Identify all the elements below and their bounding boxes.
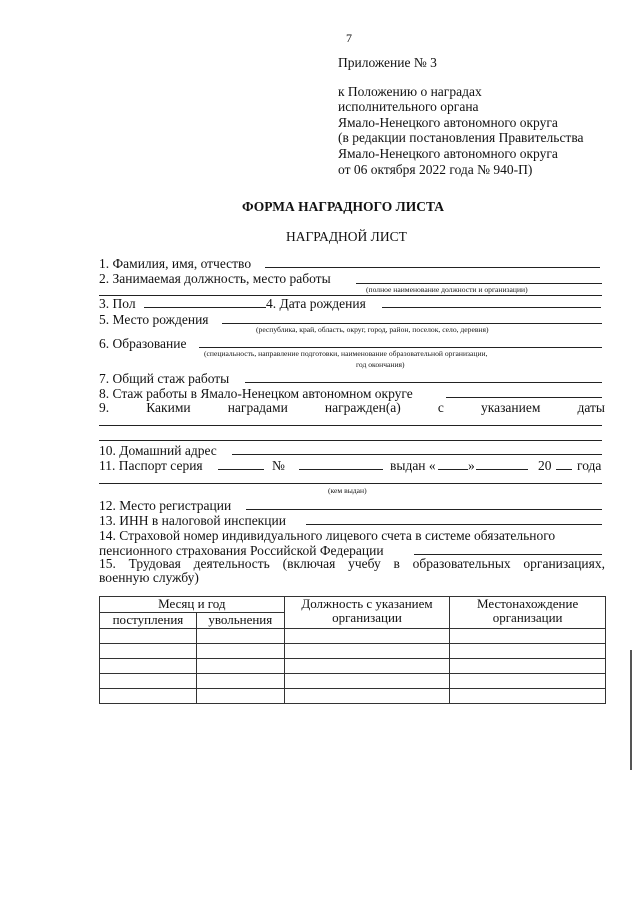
field-label-registration: 12. Место регистрации bbox=[99, 498, 232, 513]
passport-series-input-line[interactable] bbox=[218, 469, 264, 470]
field-label-work-activity-2: военную службу) bbox=[99, 570, 199, 585]
awards-input-line-1[interactable] bbox=[99, 425, 602, 426]
table-cell[interactable] bbox=[284, 659, 450, 674]
passport-issuer-hint: (кем выдан) bbox=[328, 486, 367, 495]
table-cell[interactable] bbox=[450, 674, 606, 689]
header-line: Ямало-Ненецкого автономного округа bbox=[338, 145, 558, 161]
home-address-input-line[interactable] bbox=[232, 454, 602, 455]
location-header bbox=[450, 597, 606, 629]
field-label-awards bbox=[99, 401, 605, 415]
hire-header: поступления bbox=[100, 613, 197, 629]
yanao-experience-input-line[interactable] bbox=[446, 397, 602, 398]
field-label-snils-2: пенсионного страхования Российской Федерации bbox=[99, 543, 384, 558]
total-experience-input-line[interactable] bbox=[245, 382, 602, 383]
passport-issued-label: выдан « bbox=[390, 458, 436, 473]
inn-input-line[interactable] bbox=[306, 524, 602, 525]
table-cell[interactable] bbox=[196, 674, 284, 689]
passport-number-sign: № bbox=[272, 458, 285, 473]
passport-number-input-line[interactable] bbox=[299, 469, 383, 470]
awards-word: указанием bbox=[481, 400, 541, 415]
awards-word: награжден(а) bbox=[324, 400, 401, 415]
position-header bbox=[284, 597, 450, 629]
field-label-yanao-experience: 8. Стаж работы в Ямало-Ненецком автономном округе bbox=[99, 386, 413, 401]
field-label-snils-1: 14. Страховой номер индивидуального лицевого счета в системе обязательного bbox=[99, 528, 556, 543]
scan-edge-mark bbox=[630, 650, 632, 770]
table-cell[interactable] bbox=[100, 659, 197, 674]
header-line: (в редакции постановления Правительства bbox=[338, 130, 584, 146]
table-cell[interactable] bbox=[450, 689, 606, 704]
education-hint-1: (специальность, направление подготовки, наименование образовательной организации, bbox=[204, 349, 488, 358]
field-label-birthplace: 5. Место рождения bbox=[99, 312, 209, 327]
education-input-line[interactable] bbox=[199, 347, 602, 348]
table-cell[interactable] bbox=[100, 689, 197, 704]
awards-word: наградами bbox=[227, 400, 288, 415]
table-cell[interactable] bbox=[196, 629, 284, 644]
table-cell[interactable] bbox=[100, 644, 197, 659]
table-cell[interactable] bbox=[284, 674, 450, 689]
table-cell[interactable] bbox=[196, 689, 284, 704]
header-line: исполнительного органа bbox=[338, 99, 479, 115]
snils-input-line[interactable] bbox=[414, 554, 602, 555]
location-header-line2: организации bbox=[492, 610, 563, 625]
fio-input-line[interactable] bbox=[265, 267, 600, 268]
birthplace-input-line[interactable] bbox=[222, 323, 602, 324]
passport-day-input-line[interactable] bbox=[438, 469, 468, 470]
field-label-birthdate: 4. Дата рождения bbox=[266, 296, 366, 311]
header-line: от 06 октября 2022 года № 940-П) bbox=[338, 161, 533, 177]
passport-year-input-line[interactable] bbox=[556, 469, 572, 470]
form-title: ФОРМА НАГРАДНОГО ЛИСТА bbox=[242, 199, 445, 214]
birthdate-input-line[interactable] bbox=[382, 307, 601, 308]
page-number: 7 bbox=[346, 31, 352, 45]
position-input-line[interactable] bbox=[356, 283, 602, 284]
work-activity-table bbox=[99, 596, 606, 704]
birthplace-hint: (республика, край, область, округ, город, район, поселок, село, деревня) bbox=[256, 325, 489, 334]
position-hint: (полное наименование должности и организации) bbox=[366, 285, 528, 294]
passport-year-word: года bbox=[577, 458, 602, 473]
table-row bbox=[100, 659, 606, 674]
table-cell[interactable] bbox=[100, 674, 197, 689]
registration-input-line[interactable] bbox=[246, 509, 602, 510]
dismissal-header: увольнения bbox=[196, 613, 284, 629]
table-row bbox=[100, 674, 606, 689]
field-label-position: 2. Занимаемая должность, место работы bbox=[99, 271, 331, 286]
awards-word: Какими bbox=[146, 400, 191, 415]
header-line: к Положению о наградах bbox=[338, 83, 482, 99]
month-year-header: Месяц и год bbox=[100, 597, 285, 613]
awards-word: с bbox=[437, 400, 444, 415]
awards-word: даты bbox=[577, 400, 605, 415]
awards-input-line-2[interactable] bbox=[99, 440, 602, 441]
location-header-line1: Местонахождение bbox=[477, 596, 579, 611]
field-label-inn: 13. ИНН в налоговой инспекции bbox=[99, 513, 286, 528]
table-cell[interactable] bbox=[450, 644, 606, 659]
sex-input-line[interactable] bbox=[144, 307, 266, 308]
education-hint-2: год окончания) bbox=[356, 360, 405, 369]
passport-year-prefix: 20 bbox=[538, 458, 552, 473]
annex-label: Приложение № 3 bbox=[338, 55, 437, 70]
table-cell[interactable] bbox=[284, 644, 450, 659]
document-header bbox=[338, 55, 584, 177]
field-label-total-experience: 7. Общий стаж работы bbox=[99, 371, 230, 386]
awards-word: 9. bbox=[99, 400, 110, 415]
table-cell[interactable] bbox=[196, 644, 284, 659]
field-label-passport: 11. Паспорт серия bbox=[99, 458, 203, 473]
field-label-fio: 1. Фамилия, имя, отчество bbox=[99, 256, 252, 271]
field-label-home-address: 10. Домашний адрес bbox=[99, 443, 217, 458]
passport-quote-close: » bbox=[468, 458, 475, 473]
table-cell[interactable] bbox=[284, 689, 450, 704]
field-label-education: 6. Образование bbox=[99, 336, 187, 351]
table-cell[interactable] bbox=[100, 629, 197, 644]
passport-month-input-line[interactable] bbox=[476, 469, 528, 470]
position-header-line2: организации bbox=[332, 610, 402, 625]
table-row bbox=[100, 644, 606, 659]
table-row bbox=[100, 629, 606, 644]
table-row bbox=[100, 689, 606, 704]
table-cell[interactable] bbox=[450, 659, 606, 674]
field-label-work-activity-1: 15. Трудовая деятельность (включая учебу в образовательных организациях, bbox=[99, 556, 605, 571]
table-cell[interactable] bbox=[196, 659, 284, 674]
position-header-line1: Должность с указанием bbox=[301, 596, 433, 611]
sheet-title: НАГРАДНОЙ ЛИСТ bbox=[286, 229, 407, 244]
table-cell[interactable] bbox=[450, 629, 606, 644]
header-line: Ямало-Ненецкого автономного округа bbox=[338, 114, 558, 130]
table-cell[interactable] bbox=[284, 629, 450, 644]
passport-issuer-input-line[interactable] bbox=[99, 483, 602, 484]
field-label-sex: 3. Пол bbox=[99, 296, 136, 311]
